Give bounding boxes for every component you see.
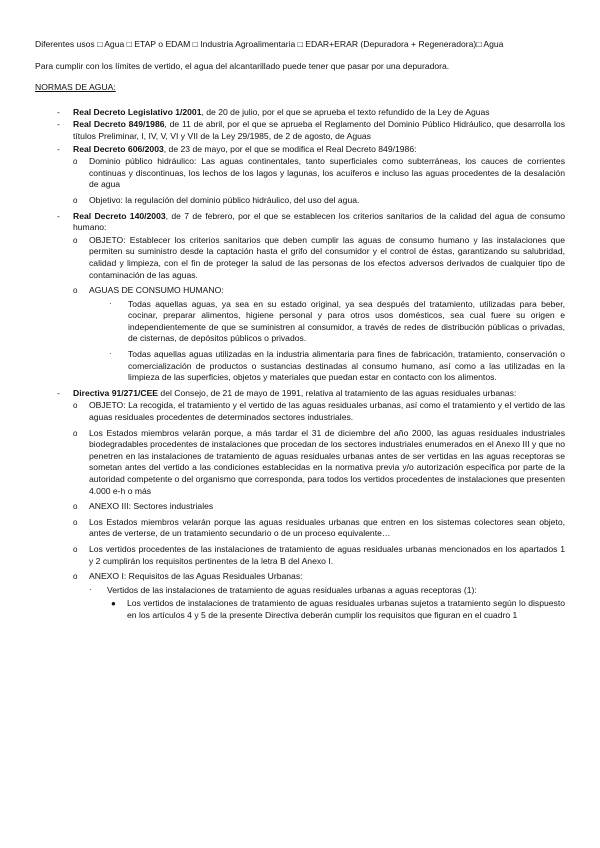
list-item-text: Los Estados miembros velarán porque las aguas residuales urbanas que entren en los sistemas colectores sean objeto, antes de verterse, de un tratamiento secundario o de un proceso equivalente… (89, 516, 565, 539)
list-item-text: Los Estados miembros velarán porque, a más tardar el 31 de diciembre del año 2000, las aguas residuales industriales biodegradables procedentes de instalaciones que procedan de los sectores industriales enumerados en el Anexo III y que no penetren en las instalaciones de tratamiento de aguas residuales urbanas antes de ser vertidas en las aguas receptoras se sometan antes del vertido a las condiciones establecidas en la normativa previa y/o autorización específica por parte de la autoridad competente o del organismo que corresponda, para todos los vertidos procedentes de instalaciones que presenten 4.000 e-h o más (89, 427, 565, 496)
list-item (73, 400, 565, 423)
list-item-text: Objetivo: la regulación del dominio público hidráulico, del uso del agua. (89, 194, 360, 205)
norm-text: del Consejo, de 21 de mayo de 1991, relativa al tratamiento de las aguas residuales urbanas: (158, 387, 517, 398)
circle-marker: o (73, 517, 78, 527)
dot-marker: · (109, 349, 112, 359)
list-item-text: OBJETO: La recogida, el tratamiento y el vertido de las aguas residuales urbanas, así como el tratamiento y el vertido de las aguas residuales procedentes de determinados sectores industriales. (89, 400, 565, 423)
consumption-water-list (89, 299, 565, 384)
dash-marker: - (57, 143, 60, 154)
norm-text: , de 23 de mayo, por el que se modifica el Real Decreto 849/1986: (163, 143, 417, 154)
circle-marker: o (73, 544, 78, 554)
circle-marker: o (73, 428, 78, 438)
list-item (73, 195, 565, 207)
circle-marker: o (73, 235, 78, 245)
norm-paragraph (73, 144, 565, 156)
list-subitem-text: Todas aquellas aguas utilizadas en la industria alimentaria para fines de fabricación, tratamiento, conservación o comercialización de productos o sustancias destinadas al consumo humano, así como a las utilizadas en la limpieza de las superficies, objetos y materiales que puedan estar en contacto con los alimentos. (128, 349, 565, 383)
dot-marker: · (89, 584, 92, 594)
list-item (73, 285, 565, 384)
list-bullet-text: Los vertidos de instalaciones de tratamiento de aguas residuales urbanas sujetos a tratamiento según lo dispuesto en los artículos 4 y 5 de la presente Directiva deberán cumplir los requisitos que figuran en el cuadro 1 (127, 598, 565, 620)
dash-marker: - (57, 119, 60, 130)
intro-line: Diferentes usos □ Agua □ ETAP o EDAM □ Industria Agroalimentaria □ EDAR+ERAR (Depuradora + Regeneradora)□ Agua (35, 39, 504, 49)
dot-marker: · (109, 298, 112, 308)
list-item-text: OBJETO: Establecer los criterios sanitarios que deben cumplir las aguas de consumo humano y las instalaciones que permiten su suministro desde la captación hasta el grifo del consumidor y el control de éstas, garantizando su salubridad, calidad y limpieza, con el fin de proteger la salud de las personas de los efectos adversos derivados de cualquier tipo de contaminación de las aguas. (89, 234, 565, 280)
dash-marker: - (57, 106, 60, 117)
norm-title: Real Decreto 140/2003 (73, 210, 166, 221)
norm-item (35, 144, 565, 207)
list-item-text: Los vertidos procedentes de las instalaciones de tratamiento de aguas residuales urbanas mencionados en los apartados 1 y 2 cumplirán los requisitos pertinentes de la letra B del Anexo I. (89, 543, 565, 566)
list-subitem-text: Vertidos de las instalaciones de tratamiento de aguas residuales urbanas a aguas receptoras (1): (107, 584, 477, 595)
list-subitem (89, 349, 565, 384)
norm-title: Directiva 91/271/CEE (73, 387, 159, 398)
list-subitem (89, 585, 565, 622)
circle-marker: o (73, 195, 78, 205)
list-bullet (107, 598, 565, 621)
list-item (73, 544, 565, 567)
norm-title: Real Decreto 849/1986 (73, 119, 165, 130)
list-item-text: AGUAS DE CONSUMO HUMANO: (89, 285, 224, 296)
list-subitem (89, 299, 565, 345)
bullet-marker: ● (111, 599, 116, 609)
list-item (73, 156, 565, 191)
circle-marker: o (73, 572, 78, 582)
document-page (35, 39, 565, 626)
norm-item (35, 119, 565, 142)
norm-paragraph (73, 388, 565, 400)
circle-marker: o (73, 401, 78, 411)
norm-sublist (73, 235, 565, 384)
section-heading: NORMAS DE AGUA: (35, 82, 116, 93)
list-item-text: ANEXO III: Sectores industriales (89, 501, 214, 512)
norms-list (35, 107, 565, 622)
intro-note: Para cumplir con los límites de vertido, el agua del alcantarillado puede tener que pasar por una depuradora. (35, 60, 450, 71)
list-item (73, 501, 565, 513)
list-subitem-text: Todas aquellas aguas, ya sea en su estado original, ya sea después del tratamiento, utilizadas para beber, cocinar, preparar alimentos, higiene personal y para otros usos domésticos, sea cual fuere su origen e independientemente de que se suministren al consumidor, a través de redes de distribución públicas o privadas, de cisternas, de depósitos públicos o privados. (128, 298, 565, 344)
annex-list (89, 585, 565, 622)
norm-sublist (73, 156, 565, 206)
circle-marker: o (73, 286, 78, 296)
norm-item (35, 107, 565, 119)
list-item (73, 517, 565, 540)
norm-paragraph (73, 107, 565, 119)
norm-item (35, 211, 565, 384)
norm-paragraph (73, 211, 565, 234)
norm-paragraph (73, 119, 565, 142)
norm-text: , de 20 de julio, por el que se aprueba el texto refundido de la Ley de Aguas (201, 106, 490, 117)
circle-marker: o (73, 157, 78, 167)
list-item-text: Dominio público hidráulico: Las aguas continentales, tanto superficiales como subterráneas, los cauces de corrientes continuas y discontinuas, los lechos de los lagos y lagunas, los acuíferos e incluso las aguas procedentes de la desalación de agua (89, 156, 565, 190)
norm-item (35, 388, 565, 622)
norm-text: , de 11 de abril, por el que se aprueba el Reglamento del Dominio Público Hidráulico, que desarrolla los títulos Preliminar, I, IV, V, VI y VII de la Ley 29/1985, de 2 de agosto, de Aguas (73, 119, 565, 141)
circle-marker: o (73, 502, 78, 512)
list-item (73, 428, 565, 498)
dash-marker: - (57, 387, 60, 398)
list-item (73, 235, 565, 281)
norm-text: , de 7 de febrero, por el que se establecen los criterios sanitarios de la calidad del agua de consumo humano: (73, 210, 565, 233)
annex-bullet-list (107, 598, 565, 621)
dash-marker: - (57, 210, 60, 221)
norm-sublist (73, 400, 565, 621)
norm-title: Real Decreto 606/2003 (73, 143, 164, 154)
norm-title: Real Decreto Legislativo 1/2001 (73, 106, 202, 117)
list-item (73, 571, 565, 621)
list-item-text: ANEXO I: Requisitos de las Aguas Residuales Urbanas: (89, 571, 303, 582)
